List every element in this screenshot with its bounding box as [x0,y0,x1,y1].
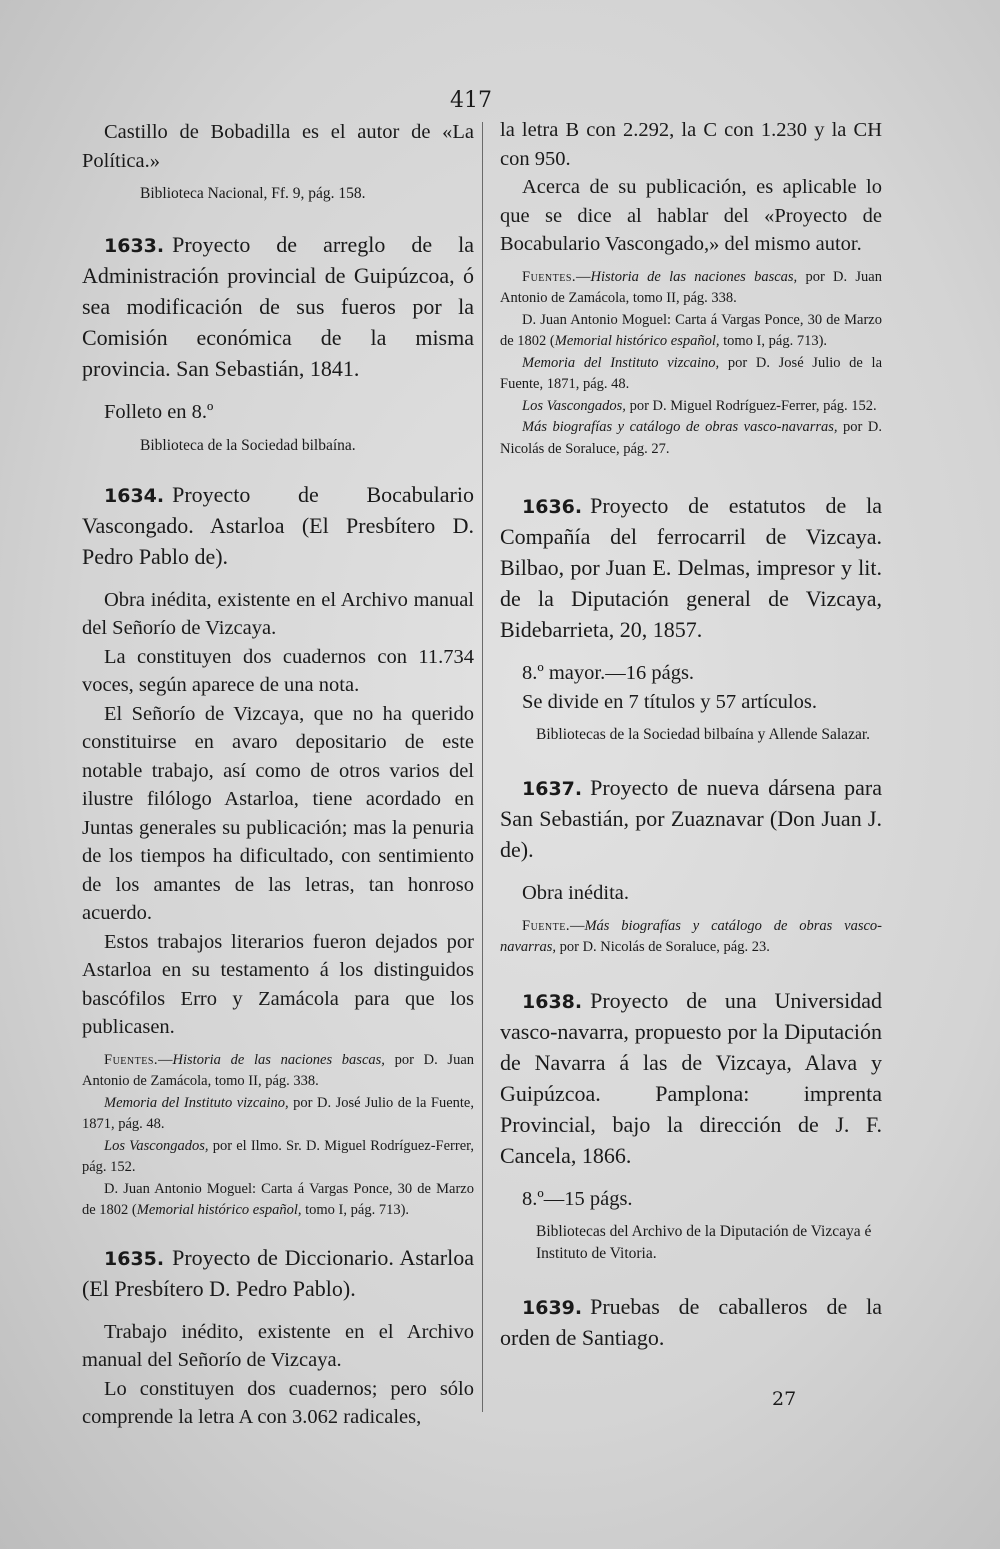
entry-1636 [500,490,882,746]
entry-paragraph: El Señorío de Vizcaya, que no ha querido constituirse en avaro depositario de este notable trabajo, así como de otros varios del ilustre filólogo Astarloa, tiene acordado en Juntas generales su publicación; mas la penuria de los tiempos ha dificultado, con sentimiento de los amantes de las letras, tan honroso acuerdo. [82,702,474,924]
entry-format: 8.º mayor.—16 págs. [522,662,695,684]
entry-1637 [500,772,882,959]
entry-title: Proyecto de una Universidad vasco-navarra, propuesto por la Diputación de Navarra á las de Vizcaya, Alava y Guipúzcoa. Pamplona: imprenta Provincial, bajo la dirección de J. F. Cancela, 1866. [500,987,882,1168]
entry-number: 1638. [522,990,583,1013]
source-note: Memoria del Instituto vizcaino, por D. José Julio de la Fuente, 1871, pág. 48. [82,1094,474,1132]
entry-title: Proyecto de nueva dársena para San Sebastián, por Zuaznavar (Don Juan J. de). [500,775,882,862]
entry-format: Folleto en 8.º [104,401,214,423]
source-note: Los Vascongados, por D. Miguel Rodríguez-Ferrer, pág. 152. [522,397,877,414]
entry-1633 [82,229,474,457]
entry-paragraph: Obra inédita, existente en el Archivo manual del Señorío de Vizcaya. [82,588,474,639]
column-divider [482,122,483,1412]
entry-paragraph: Lo constituyen dos cuadernos; pero sólo comprende la letra A con 3.062 radicales, [82,1377,474,1428]
library-note: Biblioteca de la Sociedad bilbaína. [140,436,356,454]
right-column [500,116,882,1353]
source-note: D. Juan Antonio Moguel: Carta á Vargas Ponce, 30 de Marzo de 1802 (Memorial histórico español, tomo I, pág. 713). [82,1180,474,1218]
library-note: Biblioteca Nacional, Ff. 9, pág. 158. [140,185,366,202]
entry-title: Proyecto de arreglo de la Administración provincial de Guipúzcoa, ó sea modificación de sus fueros por la Comisión económica de la misma provincia. San Sebastián, 1841. [82,232,474,381]
source-note: Los Vascongados, por el Ilmo. Sr. D. Miguel Rodríguez-Ferrer, pág. 152. [82,1137,474,1175]
entry-number: 1639. [522,1297,583,1319]
entry-title: Pruebas de caballeros de la orden de Santiago. [500,1294,882,1350]
entry-number: 1635. [104,1247,165,1270]
page-number: 417 [450,88,492,113]
source-note: Memoria del Instituto vizcaino, por D. José Julio de la Fuente, 1871, pág. 48. [500,354,882,392]
entry-1638 [500,985,882,1266]
source-note: Más biografías y catálogo de obras vasco-navarras, por D. Nicolás de Soraluce, pág. 27. [500,419,882,457]
entry-paragraph: Acerca de su publicación, es aplicable lo que se dice al hablar del «Proyecto de Bocabulario Vascongado,» del mismo autor. [500,176,882,255]
source-note: Fuente.—Más biografías y catálogo de obras vasco-navarras, por D. Nicolás de Soraluce, pág. 23. [500,917,882,955]
left-column [82,118,474,1432]
entry-paragraph: La constituyen dos cuadernos con 11.734 voces, según aparece de una nota. [82,645,474,696]
entry-number: 1634. [104,484,165,507]
entry-number: 1633. [104,235,165,257]
entry-paragraph: Trabajo inédito, existente en el Archivo manual del Señorío de Vizcaya. [82,1320,474,1371]
entry-1635 [82,1242,474,1432]
entry-1639 [500,1291,882,1353]
library-note: Bibliotecas del Archivo de la Diputación de Vizcaya é Instituto de Vitoria. [536,1223,872,1262]
entry-number: 1636. [522,496,583,518]
source-note: Fuentes.—Historia de las naciones bascas, por D. Juan Antonio de Zamácola, tomo II, pág. 338. [500,268,882,306]
entry-paragraph: Obra inédita. [522,882,630,904]
entry-1634 [82,479,474,1222]
intro-text: Castillo de Bobadilla es el autor de «La Política.» [82,121,474,172]
continued-text: la letra B con 2.292, la C con 1.230 y la CH con 950. [500,119,882,170]
signature-mark: 27 [772,1388,797,1410]
entry-title: Proyecto de Bocabulario Vascongado. Astarloa (El Presbítero D. Pedro Pablo de). [82,481,474,569]
library-note: Bibliotecas de la Sociedad bilbaína y Allende Salazar. [536,726,871,743]
entry-title: Proyecto de Diccionario. Astarloa (El Presbítero D. Pedro Pablo). [82,1244,474,1301]
entry-format: 8.º—15 págs. [522,1187,633,1210]
entry-paragraph: Estos trabajos literarios fueron dejados por Astarloa en su testamento á los distinguidos bascófilos Erro y Zamácola para que los publicasen. [82,930,474,1038]
source-note: Fuentes.—Historia de las naciones bascas, por D. Juan Antonio de Zamácola, tomo II, pág. 338. [82,1051,474,1089]
source-note: D. Juan Antonio Moguel: Carta á Vargas Ponce, 30 de Marzo de 1802 (Memorial histórico español, tomo I, pág. 713). [500,311,882,349]
entry-paragraph: Se divide en 7 títulos y 57 artículos. [522,690,817,713]
entry-title: Proyecto de estatutos de la Compañía del ferrocarril de Vizcaya. Bilbao, por Juan E. Delmas, impresor y lit. de la Diputación general de Vizcaya, Bidebarrieta, 20, 1857. [500,493,882,642]
entry-number: 1637. [522,778,583,800]
